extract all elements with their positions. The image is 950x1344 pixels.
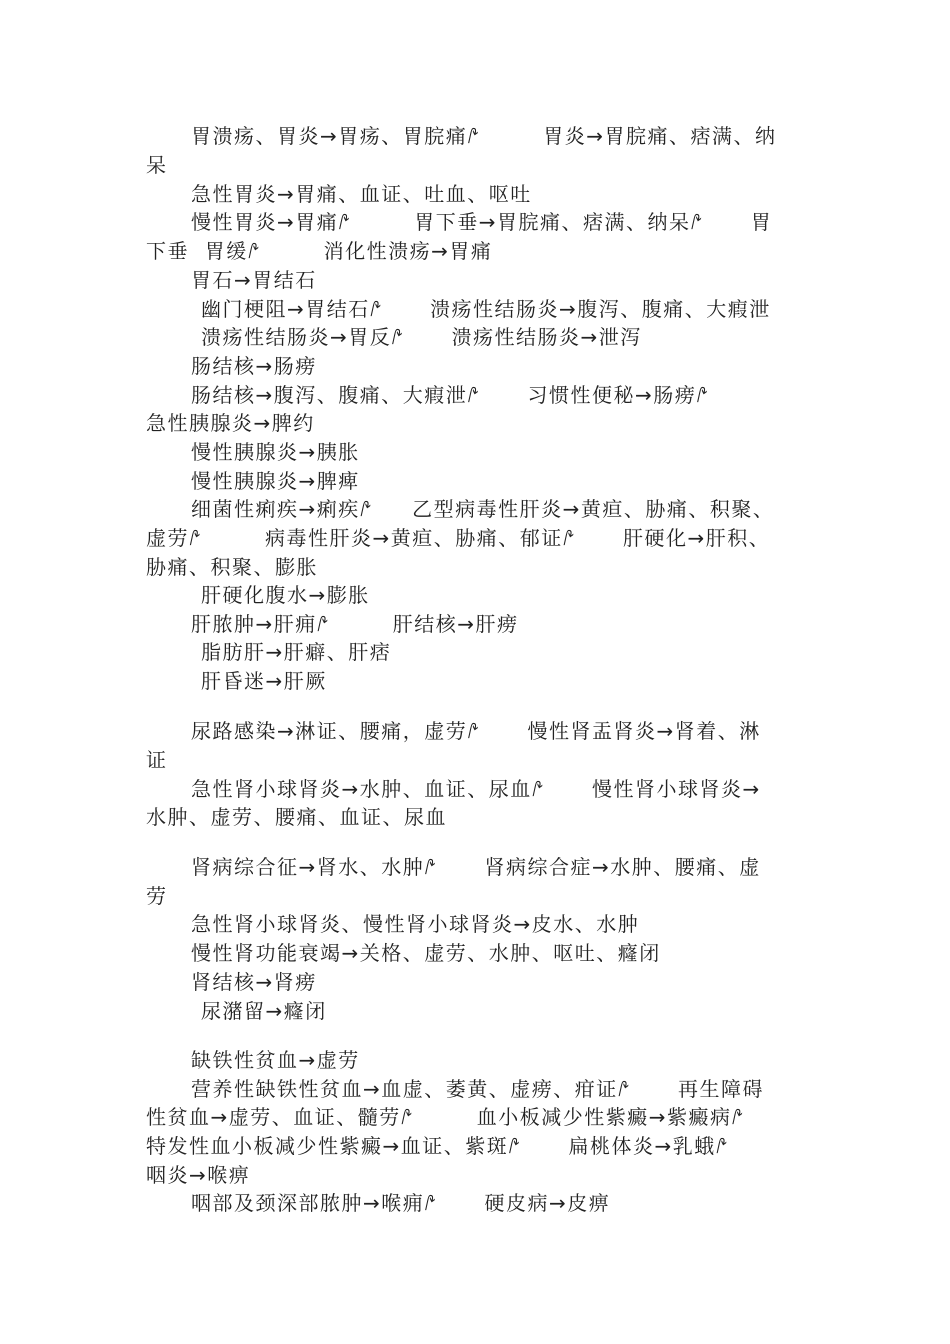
text-line: 缺铁性贫血→虚劳 — [191, 1048, 360, 1072]
text-line: 胃石→胃结石 — [191, 268, 317, 292]
text-line: 性贫血→虚劳、血证、髓劳⭚ 血小板减少性紫癜→紫癜病⭚ — [146, 1105, 745, 1129]
text-line: 肠结核→腹泻、腹痛、大瘕泄⭚ 习惯性便秘→肠痨⭚ — [191, 383, 710, 407]
text-line: 慢性胰腺炎→脾痺 — [191, 469, 360, 493]
text-line: 尿路感染→淋证、腰痛，虚劳⭚ 慢性肾盂肾炎→肾着、淋 — [191, 719, 761, 743]
text-line: 肠结核→肠痨 — [191, 354, 317, 378]
text-line: 肝脓肿→肝痈⭚ 肝结核→肝痨 — [191, 612, 519, 636]
text-line: 急性胰腺炎→脾约 — [146, 411, 315, 435]
text-line: 慢性胰腺炎→胰胀 — [191, 440, 360, 464]
text-line: 急性肾小球肾炎→水肿、血证、尿血⭚ 慢性肾小球肾炎→ — [191, 777, 761, 801]
text-line: 证 — [146, 748, 168, 772]
text-line: 急性胃炎→胃痛、血证、吐血、呕吐 — [191, 182, 532, 206]
text-line: 咽部及颈深部脓肿→喉痈⭚ 硬皮病→皮痹 — [191, 1191, 611, 1215]
text-line: 水肿、虚劳、腰痛、血证、尿血 — [146, 805, 447, 829]
text-line: 肾结核→肾痨 — [191, 970, 317, 994]
text-line: 下垂 胃缓⭚ 消化性溃疡→胃痛 — [146, 239, 493, 263]
text-line: 尿潴留→癃闭 — [201, 999, 327, 1023]
text-line: 呆 — [146, 153, 168, 177]
text-line: 虚劳⭚ 病毒性肝炎→黄疸、胁痛、郁证⭚ 肝硬化→肝积、 — [146, 526, 771, 550]
text-line: 咽炎→喉痹 — [146, 1163, 251, 1187]
text-line: 肾病综合征→肾水、水肿⭚ 肾病综合症→水肿、腰痛、虚 — [191, 855, 761, 879]
text-line: 溃疡性结肠炎→胃反⭚ 溃疡性结肠炎→泄泻 — [201, 325, 642, 349]
text-line: 肝昏迷→肝厥 — [201, 669, 327, 693]
text-line: 慢性肾功能衰竭→关格、虚劳、水肿、呕吐、癃闭 — [191, 941, 661, 965]
text-line: 慢性胃炎→胃痛⭚ 胃下垂→胃脘痛、痞满、纳呆⭚ 胃 — [191, 210, 773, 234]
text-line: 肝硬化腹水→膨胀 — [201, 583, 370, 607]
text-line: 胃溃疡、胃炎→胃疡、胃脘痛⭚ 胃炎→胃脘痛、痞满、纳 — [191, 124, 777, 148]
text-line: 细菌性痢疾→痢疾⭚ 乙型病毒性肝炎→黄疸、胁痛、积聚、 — [191, 497, 775, 521]
text-line: 幽门梗阻→胃结石⭚ 溃疡性结肠炎→腹泻、腹痛、大瘕泄 — [201, 297, 771, 321]
text-line: 特发性血小板减少性紫癜→血证、紫斑⭚ 扁桃体炎→乳蛾⭚ — [146, 1134, 729, 1158]
text-line: 营养性缺铁性贫血→血虚、萎黄、虚痨、疳证⭚ 再生障碍 — [191, 1077, 764, 1101]
text-line: 脂肪肝→肝癖、肝痞 — [201, 640, 392, 664]
text-line: 急性肾小球肾炎、慢性肾小球肾炎→皮水、水肿 — [191, 912, 640, 936]
text-line: 劳 — [146, 884, 168, 908]
text-line: 胁痛、积聚、膨胀 — [146, 555, 318, 579]
